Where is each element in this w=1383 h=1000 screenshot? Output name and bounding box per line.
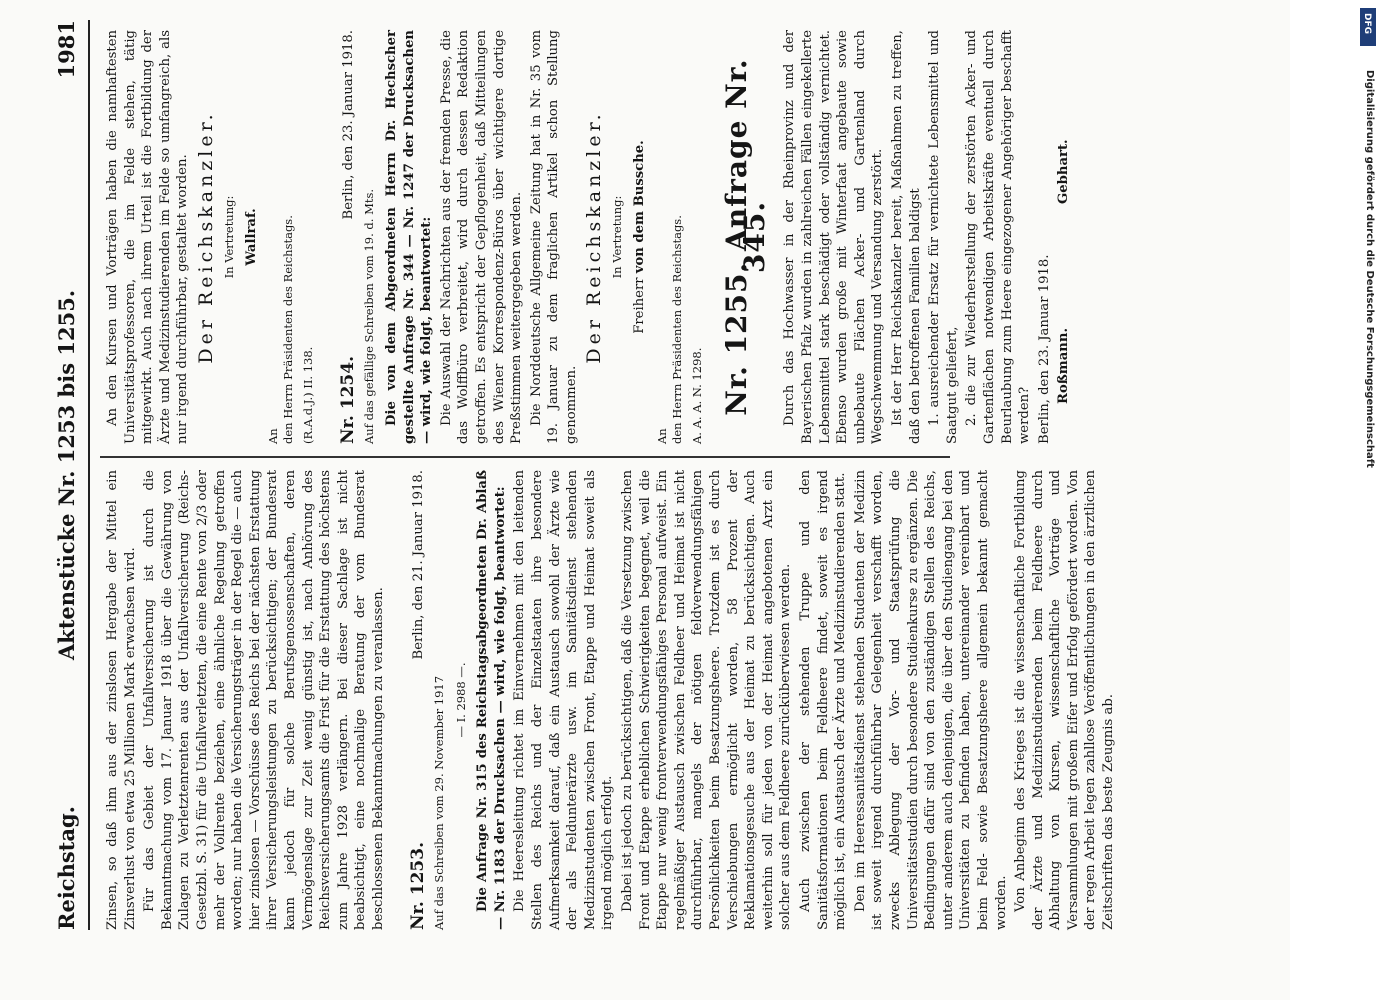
signatory-left: Roßmann. bbox=[1056, 327, 1072, 404]
section-number: Nr. 1255. bbox=[720, 261, 754, 416]
paragraph: An den Kursen und Vorträgen haben die namhaftesten Universitätsprofessoren, die im Felde stehen, tätig mitgewirkt. Auch nach ihrem Urteil ist die Fortbildung der Ärzte und Medizinstudierenden im Felde so umfangreich, als nur irgend durchführbar, gestaltet worden. bbox=[105, 30, 191, 444]
section-1254-number bbox=[337, 30, 358, 444]
column-divider bbox=[100, 457, 950, 459]
header-left: Reichstag. bbox=[54, 806, 79, 930]
reference: A. A. A. N. 1298. bbox=[689, 347, 704, 444]
page-number: 1981 bbox=[54, 20, 79, 79]
addressee: den Herrn Präsidenten des Reichstags. bbox=[669, 215, 684, 444]
paragraph: Ist der Herr Reichskanzler bereit, Maßnahmen zu treffen, daß den betroffenen Familien baldigst bbox=[890, 30, 923, 444]
right-column bbox=[104, 30, 1077, 444]
signature-name: von dem Bussche. bbox=[632, 140, 648, 274]
paragraph: Für das Gebiet der Unfallversicherung ist durch die Bekanntmachung vom 17. Januar 1918 über die Gewährung von Zulagen zu Verletztenrenten aus der Unfallversicherung (Reichs-Gesetzbl. S. 31) für die Unfallverletzten, die eine Rente von 2/3 oder mehr der Vollrente beziehen, eine ähnliche Regelung getroffen worden; nur haben die Versicherungsträger in der Regel die — auch hier zinslosen — Vorschüsse des Reichs bei der nächsten Erstattung ihrer Versicherungsleistungen zu berücksichtigen; der Bundesrat kann jedoch für solche Berufsgenossenschaften, deren Vermögenslage zur Zeit wenig günstig ist, nach Anhörung des Reichsversicherungsamts die Frist für die Erstattung des höchstens zum Jahre 1928 verlängern. Bei dieser Sachlage ist nicht beabsichtigt, eine nochmalige Beratung der vom Bundesrat beschlossenen Bekanntmachungen zu veranlassen. bbox=[142, 470, 386, 930]
signature-title: Der Reichskanzler. bbox=[583, 110, 606, 364]
lead-paragraph: Die von dem Abgeordneten Herrn Dr. Hechscher gestellte Anfrage Nr. 344 — Nr. 1247 der Drucksachen — wird, wie folgt, beantwortet: bbox=[383, 30, 435, 444]
signature-deputy: In Vertretung: bbox=[610, 195, 625, 279]
reference: Auf das Schreiben vom 29. November 1917 bbox=[432, 675, 447, 930]
paragraph: Dabei ist jedoch zu berücksichtigen, daß die Versetzung zwischen Front und Etappe erheblichen Schwierigkeiten begegnet, weil die Etappe nur wenig frontverwendungsfähiges Personal aufweist. Ein regelmäßiger Austausch zwischen Feldheer und Heimat ist nicht durchführbar, mangels der nötigen feldverwendungsfähigen Persönlichkeiten beim Besatzungsheere. Trotzdem ist es durch Verschiebungen ermöglicht worden, 58 Prozent der Reklamationsgesuche aus der Heimat zu berücksichtigen. Auch weiterhin soll für jeden von der Heimat angebotenen Arzt ein solcher aus dem Feldheere zurücküberwiesen werden. bbox=[620, 470, 794, 930]
logo-text: DFG bbox=[1362, 13, 1372, 35]
paragraph: Zinsen, so daß ihm aus der zinslosen Hergabe der Mittel ein Zinsverlust von etwa 25 Millionen Mark erwachsen wird. bbox=[105, 470, 138, 930]
reference: (R.A.d.J.) II. 138. bbox=[301, 346, 316, 444]
addressee-line: An bbox=[266, 428, 281, 444]
section-1253-number bbox=[407, 470, 428, 930]
inquiry-title: Anfrage Nr. 345. bbox=[720, 58, 771, 274]
digitization-note bbox=[1357, 10, 1377, 990]
digitization-note-text: Digitalisierung gefördert durch die Deutsche Forschungsgemeinschaft bbox=[1364, 70, 1375, 468]
signature-deputy: In Vertretung: bbox=[221, 195, 236, 279]
section-date: Berlin, den 23. Januar 1918. bbox=[340, 30, 356, 220]
section-date: Berlin, den 21. Januar 1918. bbox=[410, 470, 426, 660]
signatories bbox=[1055, 30, 1077, 444]
signatory-right: Gebhart. bbox=[1056, 139, 1072, 204]
addressee: den Herrn Präsidenten des Reichstags. bbox=[281, 215, 296, 444]
paragraph: Durch das Hochwasser in der Rheinprovinz und der Bayerischen Pfalz wurden in zahlreichen Fällen eingekellerte Lebensmittel stark beschädigt oder vollständig vernichtet. Ebenso wurden große mit Winterfaat angebaute sowie unbebaute Flächen Acker- und Gartenland durch Wegschwemmung und Versandung zerstört. bbox=[782, 30, 886, 444]
paragraph: Die Norddeutsche Allgemeine Zeitung hat in Nr. 35 vom 19. Januar zu dem fraglichen Artikel schon Stellung genommen. bbox=[528, 30, 579, 444]
section-1255-heading bbox=[720, 30, 771, 444]
paragraph: Von Anbeginn des Krieges ist die wissenschaftliche Fortbildung der Ärzte und Medizinstudierenden beim Feldheere durch Abhaltung von Kursen, wissenschaftliche Vorträge und Versammlungen mit großem Eifer und Erfolg gefördert worden. Von der regen Arbeit legen zahllose Veröffentlichungen in den ärztlichen Zeitschriften das beste Zeugnis ab. bbox=[1013, 470, 1117, 930]
paragraph: Den im Heeressanitätsdienst stehenden Studenten der Medizin ist soweit irgend durchführbar Gelegenheit verschafft worden, zwecks Ablegung der Vor- und Staatsprüfung die Universitätsstudien durch besondere Studienkurse zu ergänzen. Die Bedingungen dafür sind von den zuständigen Stellen des Reichs, unter anderem auch denjenigen, die über den Studiengang bei den Universitäten zu befinden haben, untereinander vereinbart und beim Feld- sowie Besatzungsheere allgemein bekannt gemacht worden. bbox=[852, 470, 1009, 930]
section-date: Berlin, den 23. Januar 1918. bbox=[1036, 254, 1052, 444]
reference: Auf das gefällige Schreiben vom 19. d. Mts. bbox=[362, 188, 377, 444]
section-number: Nr. 1253. bbox=[407, 841, 428, 930]
signature-name-line bbox=[631, 30, 649, 444]
list-item: 1. ausreichender Ersatz für vernichtete Lebensmittel und Saatgut geliefert, bbox=[927, 30, 960, 444]
signature-prefix: Freiherr bbox=[632, 277, 648, 334]
lead-paragraph: Die Anfrage Nr. 315 des Reichstagsabgeordneten Dr. Ablaß — Nr. 1183 der Drucksachen — wird, wie folgt, beantwortet: bbox=[475, 470, 508, 930]
addressee-line: An bbox=[654, 428, 669, 444]
header-title: Aktenstücke Nr. 1253 bis 1255. bbox=[54, 289, 79, 661]
page-header bbox=[48, 20, 90, 930]
paragraph: Die Heeresleitung richtet im Einvernehmen mit den leitenden Stellen des Reichs und der Einzelstaaten ihre besondere Aufmerksamkeit darauf, daß ein Austausch sowohl der Ärzte wie der als Feldunterärzte usw. im Sanitätsdienst stehenden Medizinstudenten zwischen Front, Etappe und Heimat soweit als irgend möglich erfolgt. bbox=[512, 470, 616, 930]
signature-name: Wallraf. bbox=[243, 208, 259, 266]
paragraph: Auch zwischen der stehenden Truppe und den Sanitätsformationen beim Feldheere findet, soweit es irgend möglich ist, ein Austausch der Ärzte und Medizinstudierenden statt. bbox=[797, 470, 849, 930]
left-column bbox=[104, 470, 1120, 930]
signature-title: Der Reichskanzler. bbox=[194, 110, 217, 364]
paragraph: Die Auswahl der Nachrichten aus der fremden Presse, die das Wolffbüro verbreitet, wird durch dessen Redaktion getroffen. Es entspricht der Gepflogenheit, daß Mitteilungen des Wiener Korrespondenz-Büros über wichtigere dortige Preßstimmen weitergegeben werden. bbox=[438, 30, 525, 444]
reference-number: — I. 2988 —. bbox=[453, 662, 468, 738]
list-item: 2. die zur Wiederherstellung der zerstörten Acker- und Gartenflächen notwendigen Arbeitskräfte eventuell durch Beurlaubung zum Heere eingezogener Angehöriger beschafft werden? bbox=[964, 30, 1033, 444]
section-number: Nr. 1254. bbox=[337, 355, 358, 444]
